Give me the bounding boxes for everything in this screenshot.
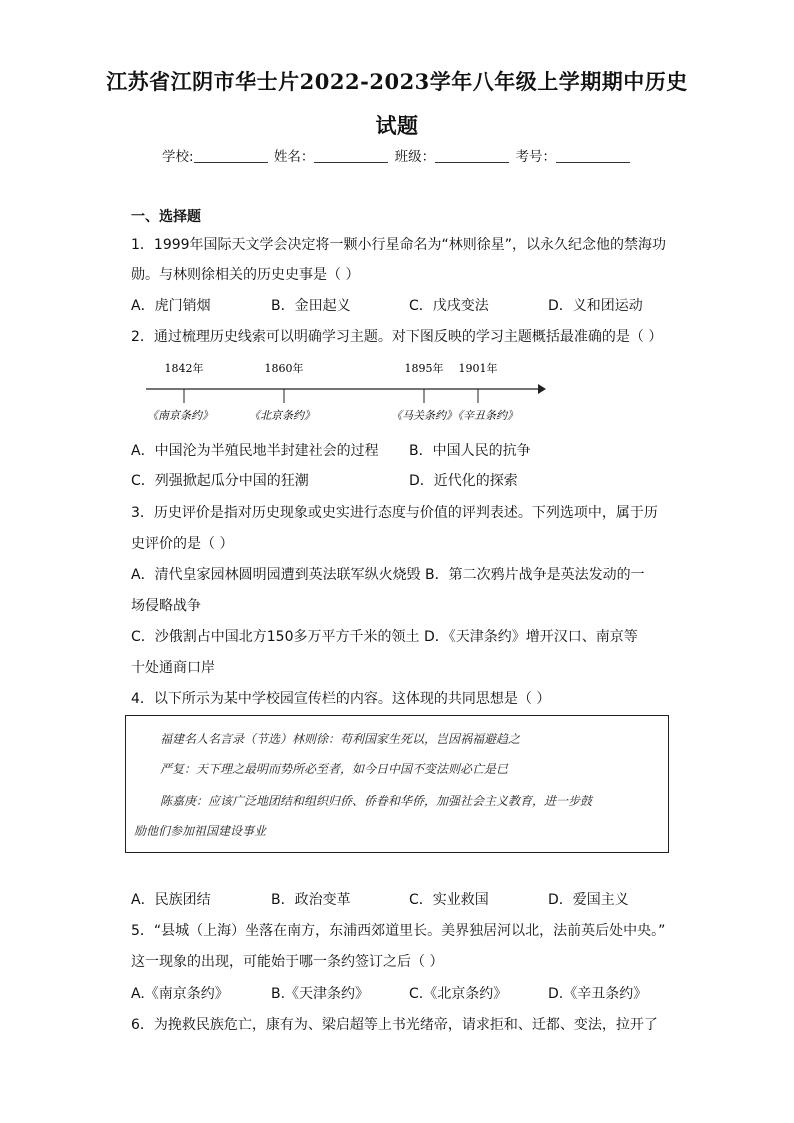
class-label: 班级： [394, 149, 436, 165]
q5-stem-line2: 这一现象的出现，可能始于哪一条约签订之后（ ） [131, 954, 444, 970]
exam-title-line2: 试题 [375, 113, 419, 138]
q5-option-b[interactable]: B.《天津条约》 [271, 986, 370, 1002]
school-label: 学校: [162, 149, 194, 165]
q3-stem-line2: 史评价的是（ ） [131, 536, 234, 552]
q4-option-d[interactable]: D．爱国主义 [548, 892, 629, 908]
q4-stem: 4．以下所示为某中学校园宣传栏的内容。这体现的共同思想是（ ） [131, 691, 551, 707]
q2-option-b[interactable]: B．中国人民的抗争 [409, 443, 531, 459]
bulletin-line2: 严复：天下理之最明而势所必至者，如今日中国不变法则必亡是已 [160, 762, 509, 776]
q5-option-d[interactable]: D.《辛丑条约》 [548, 986, 648, 1002]
q4-option-b[interactable]: B．政治变革 [271, 892, 351, 908]
exam-number-label: 考号： [515, 149, 556, 165]
q5-option-a[interactable]: A.《南京条约》 [131, 986, 229, 1002]
q4-option-a[interactable]: A．民族团结 [131, 892, 211, 908]
q2-option-d[interactable]: D．近代化的探索 [409, 473, 518, 489]
q6-stem-line1: 6．为挽救民族危亡，康有为、梁启超等上书光绪帝，请求拒和、迁都、变法，拉开了 [131, 1017, 658, 1033]
q1-option-b[interactable]: B．金田起义 [271, 298, 351, 314]
q4-bulletin-box [125, 715, 669, 853]
timeline-arrow [538, 384, 546, 394]
school-blank[interactable] [194, 148, 268, 163]
q3-options-line2[interactable]: 场侵略战争 [131, 598, 201, 614]
q1-option-d[interactable]: D．义和团运动 [548, 298, 643, 314]
q3-options-line4[interactable]: 十处通商口岸 [131, 660, 215, 676]
q3-stem-line1: 3．历史评价是指对历史现象或史实进行态度与价值的评判表述。下列选项中，属于历 [131, 505, 658, 521]
section-heading: 一、选择题 [131, 209, 201, 225]
exam-title-line1: 江苏省江阴市华士片2022-2023学年八年级上学期期中历史 [106, 69, 688, 94]
q5-stem-line1: 5．“县城（上海）坐落在南方，东浦西郊道里长。美界独居河以北，法前英后处中央。” [131, 923, 666, 939]
q4-option-c[interactable]: C．实业救国 [409, 892, 489, 908]
timeline-treaty-nanjing: 《南京条约》 [147, 409, 213, 422]
q2-option-c[interactable]: C．列强掀起瓜分中国的狂潮 [131, 473, 309, 489]
bulletin-line1: 福建名人名言录（节选）林则徐：苟利国家生死以，岂因祸福避趋之 [160, 732, 521, 746]
q1-option-c[interactable]: C．戊戌变法 [409, 298, 489, 314]
q3-options-line1[interactable]: A．清代皇家园林圆明园遭到英法联军纵火烧毁 B．第二次鸦片战争是英法发动的一 [131, 567, 645, 583]
q2-option-a[interactable]: A．中国沦为半殖民地半封建社会的过程 [131, 443, 379, 459]
timeline-year-1901: 1901年 [458, 362, 498, 375]
timeline-year-1860: 1860年 [264, 362, 304, 375]
name-label: 姓名： [273, 149, 315, 165]
q1-stem-line1: 1．1999年国际天文学会决定将一颗小行星命名为“林则徐星”，以永久纪念他的禁海功 [131, 237, 667, 253]
exam-number-blank[interactable] [556, 148, 630, 163]
q5-option-c[interactable]: C.《北京条约》 [409, 986, 508, 1002]
q1-option-a[interactable]: A．虎门销烟 [131, 298, 211, 314]
timeline-treaty-xinchou: 《辛丑条约》 [452, 409, 518, 422]
timeline-year-1842: 1842年 [164, 362, 204, 375]
q2-timeline [140, 355, 560, 427]
student-info-row [0, 145, 794, 165]
class-blank[interactable] [435, 148, 509, 163]
timeline-treaty-maguan: 《马关条约》 [391, 409, 457, 422]
bulletin-line4: 励他们参加祖国建设事业 [134, 824, 267, 838]
q1-stem-line2: 勋。与林则徐相关的历史史事是（ ） [131, 267, 360, 283]
timeline-year-1895: 1895年 [404, 362, 444, 375]
q3-options-line3[interactable]: C．沙俄割占中国北方150多万平方千米的领土 D．《天津条约》增开汉口、南京等 [131, 629, 638, 645]
bulletin-line3: 陈嘉庚：应该广泛地团结和组织归侨、侨眷和华侨，加强社会主义教育，进一步鼓 [160, 794, 593, 808]
timeline-treaty-beijing: 《北京条约》 [249, 409, 315, 422]
q2-stem: 2．通过梳理历史线索可以明确学习主题。对下图反映的学习主题概括最准确的是（ ） [131, 329, 663, 345]
name-blank[interactable] [314, 148, 388, 163]
